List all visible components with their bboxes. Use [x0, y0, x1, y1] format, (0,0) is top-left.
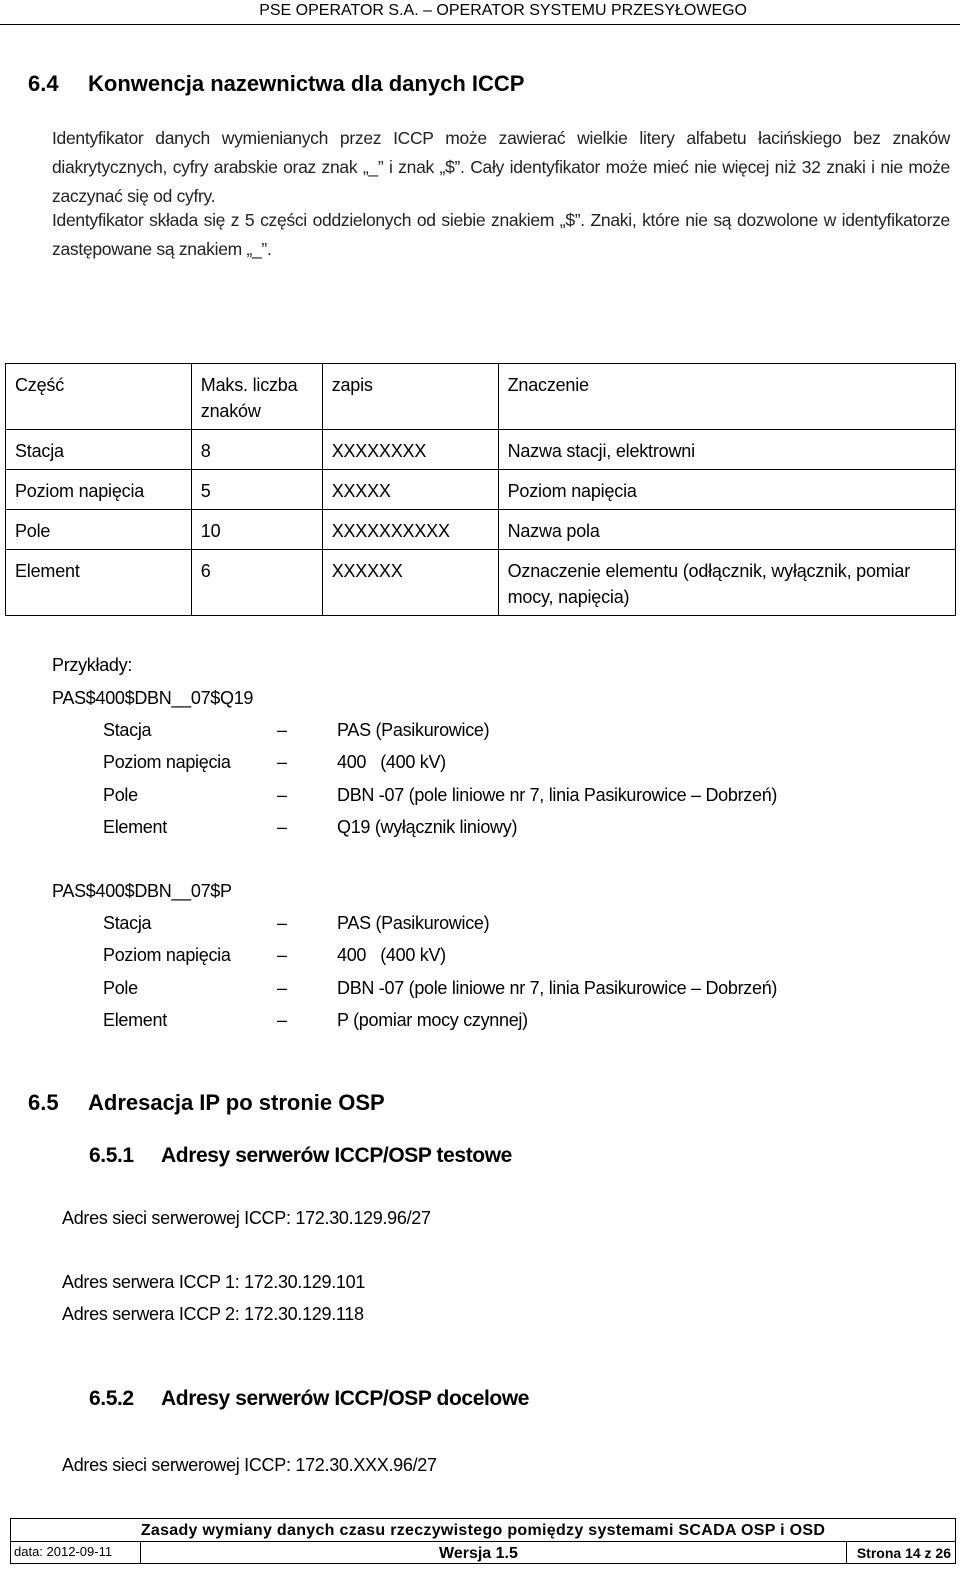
test-server-1-address: Adres serwera ICCP 1: 172.30.129.101 [62, 1272, 366, 1292]
table-cell: 6 [191, 550, 322, 616]
table-cell: XXXXXXXXXX [322, 510, 498, 550]
section-heading-6-5 [28, 1090, 385, 1116]
example-line-label: Pole [103, 978, 138, 998]
examples-label: Przykłady: [52, 655, 133, 675]
paragraph-identifier-parts: Identyfikator składa się z 5 części oddzielonych od siebie znakiem „$”. Znaki, które nie są dozwolone w identyfikatorze zastępowane są znakiem „_”. [52, 210, 950, 259]
subsection-title: Adresy serwerów ICCP/OSP testowe [161, 1144, 512, 1167]
subsection-heading-6-5-1 [89, 1144, 512, 1168]
table-cell: Element [6, 550, 192, 616]
example-line-label: Poziom napięcia [103, 752, 231, 772]
example-dash: – [277, 978, 287, 998]
page-footer [10, 1518, 956, 1564]
example-line-value: DBN -07 (pole liniowe nr 7, linia Pasikurowice – Dobrzeń) [337, 978, 778, 998]
example-id: PAS$400$DBN__07$Q19 [52, 688, 254, 708]
footer-date: data: 2012-09-11 [14, 1544, 113, 1559]
page-header [0, 0, 960, 25]
paragraph-identifier-rules: Identyfikator danych wymienianych przez ICCP może zawierać wielkie litery alfabetu łacińskiego bez znaków diakrytycznych, cyfry arabskie oraz znak „_” i znak „$”. Cały identyfikator może mieć nie więcej niż 32 znaki i nie może zaczynać się od cyfry. [52, 128, 950, 206]
subsection-title: Adresy serwerów ICCP/OSP docelowe [161, 1387, 530, 1410]
table-row [6, 510, 956, 550]
subsection-heading-6-5-2 [89, 1387, 529, 1411]
example-id: PAS$400$DBN__07$P [52, 881, 232, 901]
section-number: 6.4 [28, 71, 59, 96]
example-dash: – [277, 913, 287, 933]
test-network-address: Adres sieci serwerowej ICCP: 172.30.129.96/27 [62, 1208, 431, 1228]
section-title: Adresacja IP po stronie OSP [88, 1090, 385, 1115]
footer-divider [140, 1542, 141, 1563]
section-title: Konwencja nazewnictwa dla danych ICCP [88, 71, 525, 96]
table-header-cell: Znaczenie [498, 364, 955, 430]
section-number: 6.5 [28, 1090, 59, 1115]
example-dash: – [277, 785, 287, 805]
footer-page-number: Strona 14 z 26 [856, 1545, 951, 1561]
footer-divider [846, 1542, 847, 1563]
example-line-value: DBN -07 (pole liniowe nr 7, linia Pasikurowice – Dobrzeń) [337, 785, 778, 805]
subsection-number: 6.5.1 [89, 1144, 134, 1167]
example-dash: – [277, 1010, 287, 1030]
identifier-parts-table [5, 363, 956, 616]
example-line-value: P (pomiar mocy czynnej) [337, 1010, 528, 1030]
table-cell: Poziom napięcia [6, 470, 192, 510]
subsection-number: 6.5.2 [89, 1387, 134, 1410]
table-row [6, 550, 956, 616]
example-dash: – [277, 720, 287, 740]
table-header-row [6, 364, 956, 430]
production-network-address: Adres sieci serwerowej ICCP: 172.30.XXX.96/27 [62, 1455, 437, 1475]
example-line-label: Stacja [103, 720, 152, 740]
table-cell: Pole [6, 510, 192, 550]
table-cell: 5 [191, 470, 322, 510]
example-line-value: 400 (400 kV) [337, 752, 446, 772]
section-heading-6-4 [28, 71, 524, 97]
table-row [6, 430, 956, 470]
table-cell: 10 [191, 510, 322, 550]
example-line-value: Q19 (wyłącznik liniowy) [337, 817, 518, 837]
example-line-label: Pole [103, 785, 138, 805]
table-cell: Stacja [6, 430, 192, 470]
example-line-value: 400 (400 kV) [337, 945, 446, 965]
header-title: PSE OPERATOR S.A. – OPERATOR SYSTEMU PRZESYŁOWEGO [259, 2, 747, 19]
table-row [6, 470, 956, 510]
example-dash: – [277, 817, 287, 837]
example-dash: – [277, 945, 287, 965]
example-line-label: Element [103, 1010, 167, 1030]
example-dash: – [277, 752, 287, 772]
example-line-value: PAS (Pasikurowice) [337, 720, 490, 740]
table-cell: XXXXXXXX [322, 430, 498, 470]
table-cell: Nazwa pola [498, 510, 955, 550]
table-cell: Oznaczenie elementu (odłącznik, wyłącznik, pomiar mocy, napięcia) [498, 550, 955, 616]
table-cell: XXXXXX [322, 550, 498, 616]
test-server-2-address: Adres serwera ICCP 2: 172.30.129.118 [62, 1304, 364, 1324]
footer-title: Zasady wymiany danych czasu rzeczywistego pomiędzy systemami SCADA OSP i OSD [140, 1522, 826, 1539]
example-line-label: Element [103, 817, 167, 837]
footer-info-row [11, 1541, 955, 1563]
table-header-cell: Część [6, 364, 192, 430]
footer-version: Wersja 1.5 [439, 1545, 518, 1562]
example-line-label: Stacja [103, 913, 152, 933]
table-header-cell: zapis [322, 364, 498, 430]
table-cell: Nazwa stacji, elektrowni [498, 430, 955, 470]
table-cell: 8 [191, 430, 322, 470]
table-cell: XXXXX [322, 470, 498, 510]
table-cell: Poziom napięcia [498, 470, 955, 510]
example-line-value: PAS (Pasikurowice) [337, 913, 490, 933]
table-header-cell: Maks. liczba znaków [191, 364, 322, 430]
example-line-label: Poziom napięcia [103, 945, 231, 965]
